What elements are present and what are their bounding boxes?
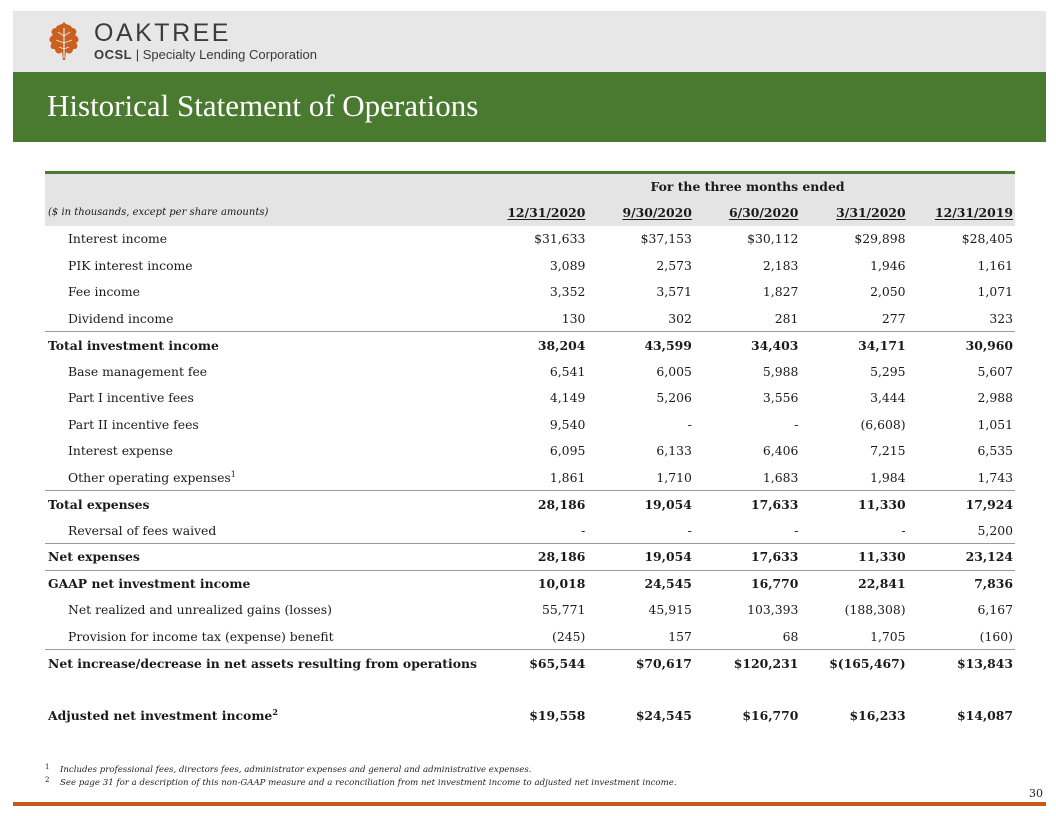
value-cell: 281 [774, 310, 799, 326]
period-header: 6/30/2020 [694, 200, 801, 226]
value-cell: 3,352 [549, 284, 586, 300]
value-cell: 3,556 [762, 390, 799, 406]
row-label [45, 623, 480, 650]
table-row [45, 332, 1015, 359]
brand-subtitle [94, 47, 317, 62]
value-cell: 17,633 [694, 491, 801, 518]
spacer-cell [45, 676, 1015, 702]
value-cell: - [794, 522, 799, 538]
value-cell: - [794, 416, 799, 432]
footnote-text: Includes professional fees, directors fees, administrator expenses and general and administrative expenses. [60, 765, 532, 775]
brand-separator: | [135, 47, 140, 62]
row-label-text: Total investment income [48, 337, 219, 353]
value-cell: $24,545 [635, 707, 692, 723]
value-cell: 277 [881, 310, 906, 326]
brand-name: OAKTREE [94, 19, 231, 47]
table-header-blank [45, 173, 480, 200]
value-cell: 19,054 [587, 491, 694, 518]
table-row [45, 570, 1015, 597]
operations-table [45, 171, 1015, 729]
value-cell: (6,608) [860, 416, 906, 432]
row-label [45, 570, 480, 597]
value-cell: (245) [552, 628, 586, 644]
value-cell: 11,330 [800, 491, 907, 518]
row-label [45, 464, 480, 491]
row-label [45, 517, 480, 544]
value-cell: 1,946 [870, 257, 906, 273]
value-cell: 6,535 [977, 443, 1013, 459]
row-label [45, 491, 480, 518]
value-cell: 19,054 [587, 544, 694, 571]
value-cell: $16,233 [849, 707, 906, 723]
value-cell: 5,607 [977, 363, 1013, 379]
row-label [45, 385, 480, 412]
value-cell: 1,071 [977, 284, 1013, 300]
page-title: Historical Statement of Operations [47, 88, 479, 123]
value-cell: 302 [668, 310, 692, 326]
footnote-ref: 2 [272, 706, 278, 717]
table-period-header-row [45, 200, 1015, 226]
row-label [45, 226, 480, 253]
row-label-text: Net increase/decrease in net assets resulting from operations [48, 655, 477, 671]
value-cell: 2,573 [656, 257, 692, 273]
table-row [45, 702, 1015, 729]
value-cell: 6,095 [549, 443, 586, 459]
oak-leaf-icon [44, 20, 84, 62]
value-cell: 22,841 [800, 570, 907, 597]
value-cell: 6,541 [549, 363, 586, 379]
value-cell: 10,018 [480, 570, 587, 597]
value-cell: - [901, 522, 906, 538]
row-label [45, 332, 480, 359]
value-cell: $29,898 [854, 231, 906, 247]
value-cell: - [687, 522, 692, 538]
value-cell: 28,186 [480, 544, 587, 571]
value-cell: 7,836 [908, 570, 1015, 597]
row-label-text: Adjusted net investment income [48, 707, 273, 723]
value-cell: 11,330 [800, 544, 907, 571]
row-label [45, 252, 480, 279]
footnote-number: 1 [45, 763, 50, 771]
value-cell: 5,200 [977, 522, 1013, 538]
table-row [45, 623, 1015, 650]
value-cell: 16,770 [694, 570, 801, 597]
footnote-text: See page 31 for a description of this non-GAAP measure and a reconciliation from net investment income to adjusted net investment income. [60, 778, 677, 788]
row-label [45, 544, 480, 571]
value-cell: 3,444 [870, 390, 906, 406]
value-cell: 1,051 [977, 416, 1013, 432]
period-header: 9/30/2020 [587, 200, 694, 226]
value-cell: 1,743 [977, 469, 1013, 485]
row-label-text: Dividend income [68, 310, 174, 326]
value-cell: 6,406 [762, 443, 799, 459]
value-cell: 24,545 [587, 570, 694, 597]
value-cell: 38,204 [480, 332, 587, 359]
value-cell: $30,112 [747, 231, 799, 247]
value-cell: $19,558 [529, 707, 586, 723]
row-label-text: Reversal of fees waived [68, 522, 217, 538]
row-label-text: Net expenses [48, 549, 140, 565]
page-number: 30 [1029, 787, 1043, 800]
value-cell: 1,827 [762, 284, 799, 300]
value-cell: - [581, 522, 586, 538]
value-cell: 43,599 [587, 332, 694, 359]
value-cell: 3,571 [656, 284, 692, 300]
value-cell: $(165,467) [800, 650, 907, 677]
value-cell: 45,915 [648, 602, 692, 618]
table-spacer-row [45, 676, 1015, 702]
value-cell: 1,984 [870, 469, 906, 485]
row-label-text: Base management fee [68, 363, 208, 379]
value-cell: $16,770 [742, 707, 799, 723]
value-cell: 55,771 [541, 602, 586, 618]
row-label [45, 411, 480, 438]
row-label [45, 305, 480, 332]
value-cell: 2,183 [762, 257, 799, 273]
value-cell: 30,960 [908, 332, 1015, 359]
value-cell: 2,050 [870, 284, 906, 300]
row-label [45, 358, 480, 385]
period-header: 3/31/2020 [800, 200, 907, 226]
value-cell: 1,161 [977, 257, 1013, 273]
value-cell: $31,633 [534, 231, 586, 247]
table-row [45, 491, 1015, 518]
row-label-text: Part I incentive fees [68, 390, 194, 406]
table-row [45, 385, 1015, 412]
value-cell: 3,089 [549, 257, 586, 273]
value-cell: 157 [668, 628, 692, 644]
value-cell: (160) [979, 628, 1013, 644]
brand-company: Specialty Lending Corporation [142, 47, 317, 62]
table-row [45, 358, 1015, 385]
value-cell: 23,124 [908, 544, 1015, 571]
value-cell: 9,540 [549, 416, 586, 432]
title-band [13, 72, 1046, 142]
table-group-header: For the three months ended [480, 173, 1015, 200]
value-cell: 1,861 [549, 469, 586, 485]
row-label-text: Interest income [68, 231, 168, 247]
row-label-text: Net realized and unrealized gains (losses) [68, 602, 332, 618]
value-cell: 5,206 [656, 390, 692, 406]
value-cell: 28,186 [480, 491, 587, 518]
value-cell: 6,005 [656, 363, 692, 379]
table-row [45, 517, 1015, 544]
table-row [45, 544, 1015, 571]
value-cell: 103,393 [747, 602, 799, 618]
table-row [45, 226, 1015, 253]
value-cell: 1,710 [656, 469, 692, 485]
row-label [45, 702, 480, 729]
bottom-accent-bar [13, 802, 1046, 806]
row-label-text: Fee income [68, 284, 140, 300]
value-cell: 7,215 [870, 443, 906, 459]
period-header: 12/31/2019 [908, 200, 1015, 226]
value-cell: 5,295 [870, 363, 906, 379]
value-cell: 1,683 [762, 469, 799, 485]
row-label-text: Other operating expenses [68, 469, 231, 485]
brand-ticker: OCSL [94, 47, 133, 62]
value-cell: $70,617 [587, 650, 694, 677]
value-cell: 5,988 [762, 363, 799, 379]
value-cell: 17,924 [908, 491, 1015, 518]
row-label-text: Provision for income tax (expense) benefit [68, 628, 334, 644]
table-body [45, 226, 1015, 729]
value-cell: 6,133 [656, 443, 692, 459]
value-cell: 6,167 [977, 602, 1013, 618]
value-cell: 34,171 [800, 332, 907, 359]
value-cell: 4,149 [549, 390, 586, 406]
footnote-ref: 1 [230, 469, 236, 479]
row-label-text: Interest expense [68, 443, 173, 459]
table-row [45, 650, 1015, 677]
value-cell: $14,087 [956, 707, 1013, 723]
table-row [45, 438, 1015, 465]
row-label-text: GAAP net investment income [48, 576, 251, 591]
table-row [45, 305, 1015, 332]
row-label-text: Part II incentive fees [68, 416, 199, 432]
table-row [45, 279, 1015, 306]
value-cell: 68 [782, 628, 799, 644]
value-cell: 1,705 [870, 628, 906, 644]
value-cell: 323 [989, 310, 1013, 326]
table-row [45, 464, 1015, 491]
row-label [45, 279, 480, 306]
table-row [45, 597, 1015, 624]
row-label-text: Total expenses [48, 496, 150, 512]
value-cell: 17,633 [694, 544, 801, 571]
value-cell: $120,231 [694, 650, 801, 677]
value-cell: $13,843 [908, 650, 1015, 677]
row-label [45, 650, 480, 677]
value-cell: (188,308) [844, 602, 906, 618]
value-cell: $28,405 [961, 231, 1013, 247]
value-cell: - [687, 416, 692, 432]
footnote-number: 2 [45, 776, 50, 784]
value-cell: 130 [561, 310, 586, 326]
value-cell: 34,403 [694, 332, 801, 359]
period-header: 12/31/2020 [480, 200, 587, 226]
row-label [45, 438, 480, 465]
value-cell: $65,544 [480, 650, 587, 677]
value-cell: $37,153 [640, 231, 692, 247]
row-label-text: PIK interest income [68, 257, 193, 273]
table-group-header-row [45, 173, 1015, 200]
value-cell: 2,988 [977, 390, 1013, 406]
table-unit-note: ($ in thousands, except per share amounts) [45, 200, 480, 226]
table-row [45, 411, 1015, 438]
table-row [45, 252, 1015, 279]
row-label [45, 597, 480, 624]
